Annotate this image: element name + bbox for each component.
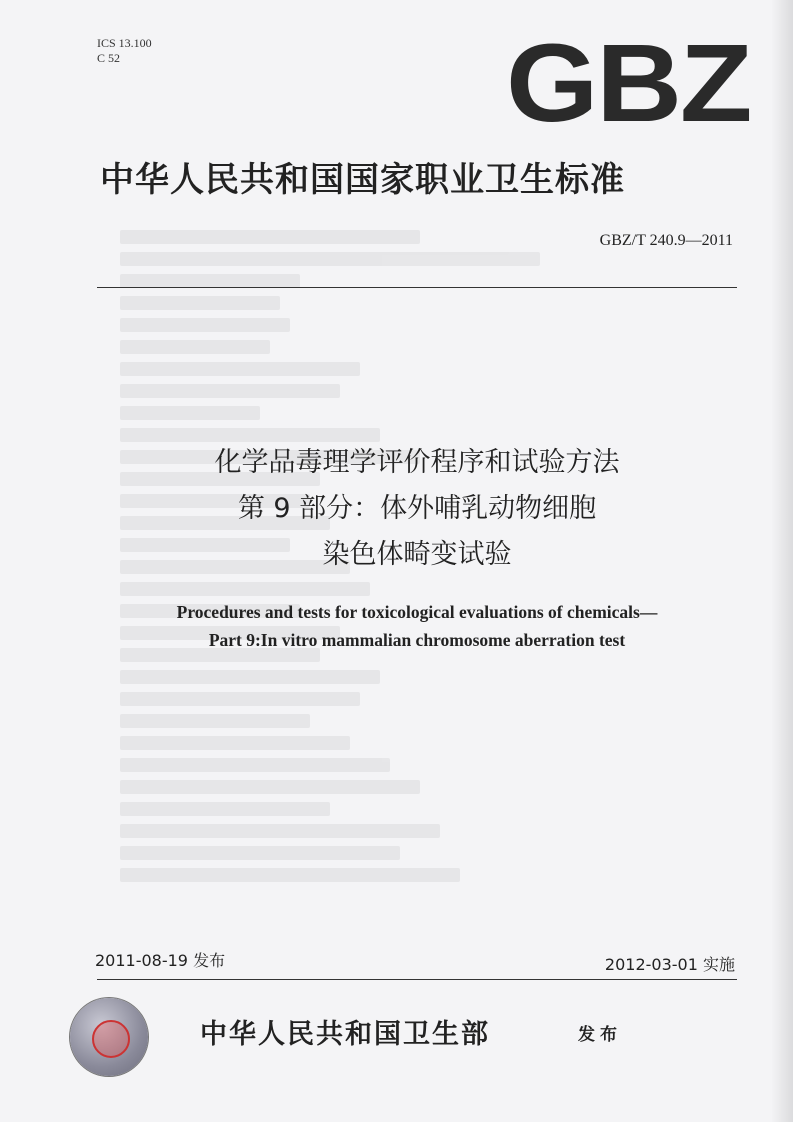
classification-codes (97, 36, 152, 66)
page-edge-shadow (771, 0, 793, 1122)
chinese-title-line-3: 染色体畸变试验 (322, 539, 512, 570)
bottom-divider (97, 979, 737, 980)
top-divider (97, 287, 737, 288)
chinese-title (97, 440, 737, 578)
implementation-date: 2012-03-01 实施 (604, 955, 735, 974)
seal-center-icon (92, 1020, 130, 1058)
standard-name: 中华人民共和国国家职业卫生标准 (100, 160, 625, 200)
ics-code: ICS 13.100 (97, 36, 152, 50)
english-title-line-2: Part 9:In vitro mammalian chromosome aberration test (208, 630, 626, 650)
publisher-name: 中华人民共和国卫生部 (200, 1019, 490, 1050)
class-code: C 52 (97, 51, 121, 65)
gbz-logo: GBZ (506, 22, 751, 145)
chinese-title-line-1: 化学品毒理学评价程序和试验方法 (214, 447, 620, 478)
english-title (97, 598, 737, 654)
issue-date: 2011-08-19 发布 (95, 951, 226, 970)
standard-number: GBZ/T 240.9—2011 (599, 232, 733, 249)
chinese-title-line-2: 第 9 部分：体外哺乳动物细胞 (237, 493, 597, 524)
english-title-line-1: Procedures and tests for toxicological evaluations of chemicals— (176, 602, 658, 622)
publish-label: 发布 (578, 1025, 622, 1045)
anti-counterfeit-seal-icon (70, 998, 148, 1076)
